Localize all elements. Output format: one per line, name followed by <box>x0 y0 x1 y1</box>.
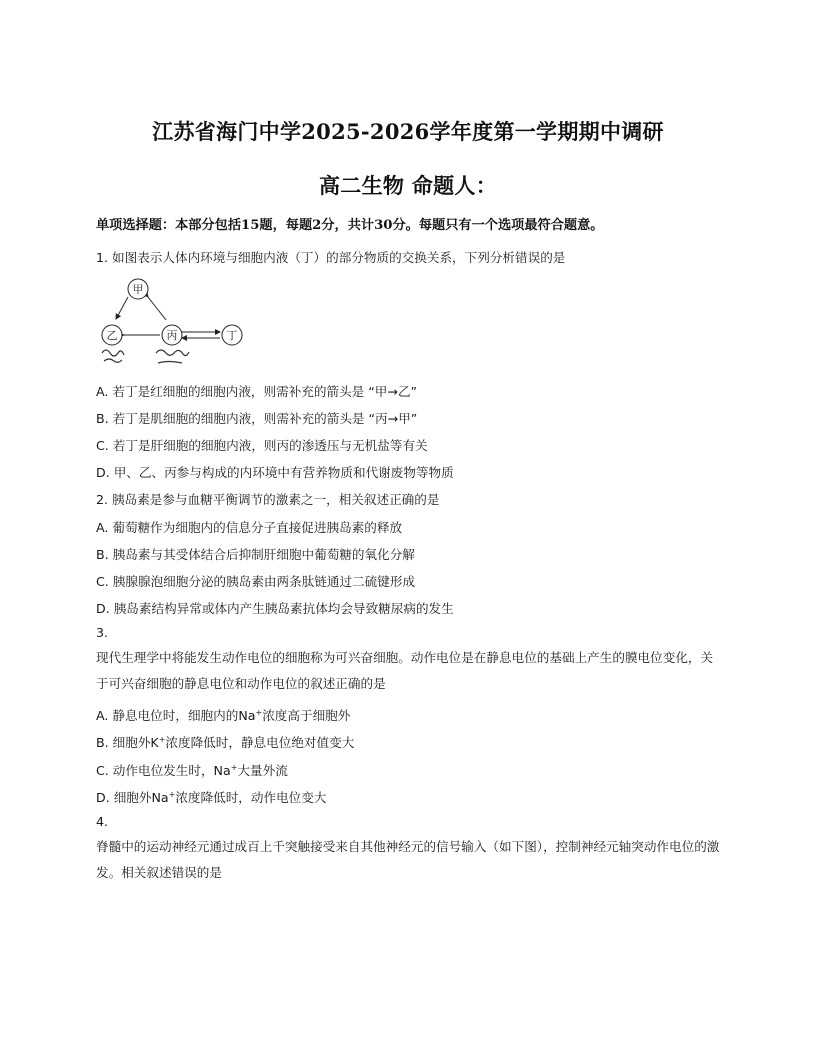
handwriting-scribble-mid <box>156 350 189 363</box>
node-jia-label: 甲 <box>132 283 144 296</box>
q2-option-b: B. 胰岛素与其受体结合后抑制肝细胞中葡萄糖的氧化分解 <box>96 547 415 562</box>
q3-option-c <box>96 760 288 779</box>
section-header: 单项选择题：本部分包括15题，每题2分，共计30分。每题只有一个选项最符合题意。 <box>96 218 604 233</box>
q1-option-d: D. 甲、乙、丙参与构成的内环境中有营养物质和代谢废物等物质 <box>96 465 454 480</box>
document-subtitle: 高二生物 命题人： <box>318 173 497 198</box>
q3-option-d-sup: + <box>168 789 176 799</box>
q3-option-d <box>96 787 326 806</box>
q1-option-a: A. 若丁是红细胞的细胞内液，则需补充的箭头是 “甲→乙” <box>96 384 418 399</box>
q3-option-b-pre: B. 细胞外K <box>96 735 159 750</box>
q2-stem: 2. 胰岛素是参与血糖平衡调节的激素之一，相关叙述正确的是 <box>96 492 440 507</box>
q3-option-a <box>96 705 350 724</box>
q1-stem: 1. 如图表示人体内环境与细胞内液（丁）的部分物质的交换关系，下列分析错误的是 <box>96 250 566 265</box>
q3-option-d-post: 浓度降低时，动作电位变大 <box>175 790 327 805</box>
q1-option-c: C. 若丁是肝细胞的细胞内液，则丙的渗透压与无机盐等有关 <box>96 438 428 453</box>
document-title: 江苏省海门中学2025-2026学年度第一学期期中调研 <box>152 119 664 144</box>
node-bing-label: 丙 <box>166 329 178 342</box>
q3-option-c-sup: + <box>230 762 238 772</box>
node-yi-label: 乙 <box>106 329 118 342</box>
q3-option-a-sup: + <box>255 707 263 717</box>
arrow-jia-to-yi <box>116 297 128 319</box>
q3-option-a-pre: A. 静息电位时，细胞内的Na <box>96 708 256 723</box>
q3-option-c-post: 大量外流 <box>237 763 288 778</box>
q3-option-b-sup: + <box>158 734 166 744</box>
q4-stem: 脊髓中的运动神经元通过成百上千突触接受来自其他神经元的信号输入（如下图），控制神经元轴突动作电位的激发。相关叙述错误的是 <box>96 839 720 880</box>
q2-option-d: D. 胰岛素结构异常或体内产生胰岛素抗体均会导致糖尿病的发生 <box>96 601 454 616</box>
q1-option-b: B. 若丁是肌细胞的细胞内液，则需补充的箭头是 “丙→甲” <box>96 411 418 426</box>
q1-exchange-diagram <box>96 275 256 375</box>
q3-number: 3. <box>96 625 109 640</box>
q3-option-b-post: 浓度降低时，静息电位绝对值变大 <box>165 735 355 750</box>
q2-option-c: C. 胰腺腺泡细胞分泌的胰岛素由两条肽链通过二硫键形成 <box>96 574 416 589</box>
q3-option-d-pre: D. 细胞外Na <box>96 790 169 805</box>
arrow-bing-to-jia <box>148 297 166 320</box>
handwriting-scribble-left <box>102 350 124 362</box>
q4-number: 4. <box>96 814 109 829</box>
q3-option-b <box>96 732 354 751</box>
q3-option-c-pre: C. 动作电位发生时，Na <box>96 763 231 778</box>
q3-option-a-post: 浓度高于细胞外 <box>262 708 351 723</box>
q2-option-a: A. 葡萄糖作为细胞内的信息分子直接促进胰岛素的释放 <box>96 520 403 535</box>
q3-stem: 现代生理学中将能发生动作电位的细胞称为可兴奋细胞。动作电位是在静息电位的基础上产生的膜电位变化，关于可兴奋细胞的静息电位和动作电位的叙述正确的是 <box>96 650 714 691</box>
node-ding-label: 丁 <box>226 329 238 342</box>
